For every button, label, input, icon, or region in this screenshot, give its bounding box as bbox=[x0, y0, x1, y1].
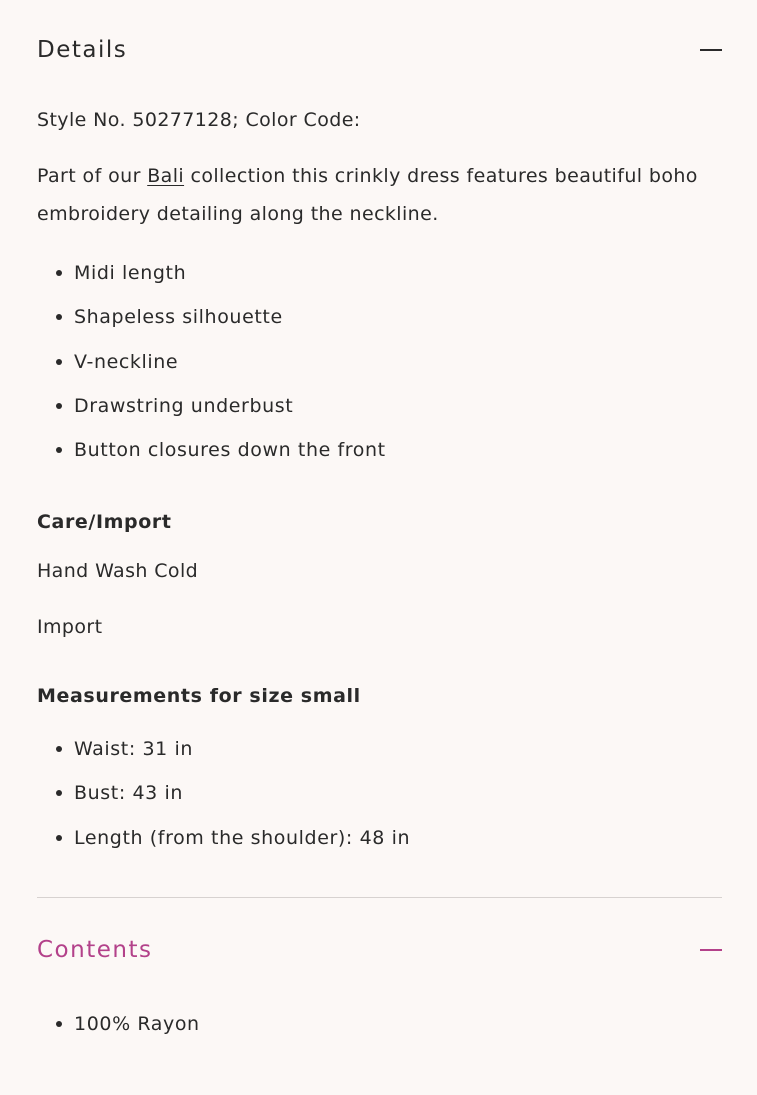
feature-item: Midi length bbox=[37, 251, 722, 295]
feature-list bbox=[37, 251, 722, 472]
section-divider bbox=[37, 897, 722, 898]
contents-item: 100% Rayon bbox=[37, 1002, 722, 1046]
feature-item: V-neckline bbox=[37, 340, 722, 384]
feature-item: Shapeless silhouette bbox=[37, 295, 722, 339]
feature-item: Drawstring underbust bbox=[37, 384, 722, 428]
contents-title: Contents bbox=[37, 937, 153, 963]
style-number-line: Style No. 50277128; Color Code: bbox=[37, 109, 361, 131]
care-import-heading: Care/Import bbox=[37, 511, 172, 533]
measurement-item: Length (from the shoulder): 48 in bbox=[37, 816, 722, 860]
details-section-header[interactable] bbox=[37, 35, 722, 65]
feature-item: Button closures down the front bbox=[37, 428, 722, 472]
product-description bbox=[37, 157, 722, 233]
description-prefix: Part of our bbox=[37, 165, 148, 187]
measurement-item: Bust: 43 in bbox=[37, 771, 722, 815]
contents-list bbox=[37, 1002, 722, 1046]
minus-icon[interactable] bbox=[700, 949, 722, 951]
contents-section-header[interactable] bbox=[37, 935, 722, 965]
bali-collection-link[interactable]: Bali bbox=[147, 165, 185, 187]
measurement-item: Waist: 31 in bbox=[37, 727, 722, 771]
details-title: Details bbox=[37, 37, 128, 63]
import-note: Import bbox=[37, 616, 103, 638]
minus-icon[interactable] bbox=[700, 49, 722, 51]
measurements-heading: Measurements for size small bbox=[37, 685, 361, 707]
description-suffix: collection this crinkly dress features beautiful boho embroidery detailing along the neckline. bbox=[37, 165, 698, 225]
measurements-list bbox=[37, 727, 722, 860]
care-instruction: Hand Wash Cold bbox=[37, 560, 199, 582]
